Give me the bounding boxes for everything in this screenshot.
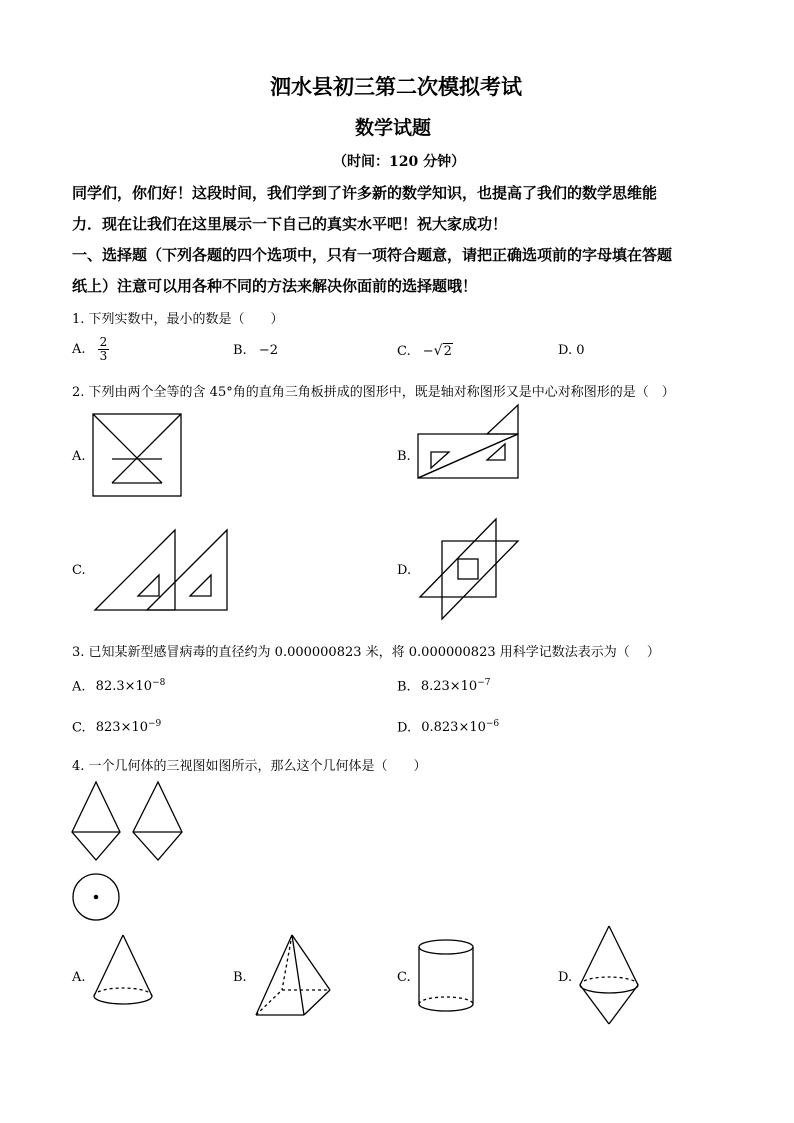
q1-c-sign: − bbox=[422, 344, 434, 359]
intro-line-2: 力．现在让我们在这里展示一下自己的真实水平吧！祝大家成功！ bbox=[72, 215, 508, 233]
q3-option-a bbox=[72, 678, 165, 694]
time-limit: （时间：120 分钟） bbox=[333, 154, 466, 170]
q2-stem: 2. 下列由两个全等的含 45°角的直角三角板拼成的图形中，既是轴对称图形又是中心对称图形的是（ ） bbox=[72, 385, 675, 400]
q4-d-label: D. bbox=[558, 970, 573, 985]
q2-d-label: D. bbox=[397, 563, 412, 578]
q1-c-label: C. bbox=[397, 344, 411, 359]
q3-c-label: C. bbox=[72, 720, 86, 736]
q1-a-fraction bbox=[98, 336, 110, 363]
q3-c-base: 823×10 bbox=[95, 720, 149, 736]
q4-figure-b-pyramid bbox=[254, 933, 334, 1019]
q1-d-value: 0 bbox=[576, 343, 585, 358]
q1-c-radicand: 2 bbox=[443, 344, 452, 359]
q1-option-d bbox=[558, 343, 585, 358]
q3-c-exponent: −9 bbox=[148, 719, 162, 729]
q1-a-denominator: 3 bbox=[99, 349, 108, 363]
q1-a-numerator: 2 bbox=[99, 335, 108, 349]
q2-c-label: C. bbox=[72, 563, 86, 578]
q1-b-label: B. bbox=[233, 343, 247, 358]
q2-b-label: B. bbox=[397, 449, 411, 464]
page-title: 泗水县初三第二次模拟考试 bbox=[270, 74, 522, 99]
sqrt-sign-icon: √ bbox=[433, 343, 443, 359]
q4-three-views bbox=[70, 780, 190, 925]
q1-option-b bbox=[233, 343, 278, 358]
q3-b-exponent: −7 bbox=[477, 678, 491, 688]
q2-figure-d bbox=[418, 517, 522, 623]
q1-a-label: A. bbox=[72, 342, 86, 357]
q4-figure-a-cone bbox=[92, 933, 154, 1013]
q3-b-base: 8.23×10 bbox=[420, 679, 478, 695]
q4-a-label: A. bbox=[72, 970, 86, 985]
q1-b-value: −2 bbox=[258, 343, 278, 358]
q4-b-label: B. bbox=[233, 970, 247, 985]
q1-option-c bbox=[397, 343, 453, 359]
subject-title: 数学试题 bbox=[355, 117, 432, 139]
q3-option-d bbox=[397, 719, 499, 735]
q3-a-label: A. bbox=[72, 679, 86, 695]
section-heading-line-2: 纸上）注意可以用各种不同的方法来解决你面前的选择题哦！ bbox=[72, 277, 478, 295]
q4-figure-d-double-cone bbox=[578, 924, 642, 1028]
q2-a-label: A. bbox=[72, 449, 86, 464]
intro-line-1: 同学们，你们好！这段时间，我们学到了许多新的数学知识，也提高了我们的数学思维能 bbox=[72, 184, 658, 202]
section-heading-line-1: 一、选择题（下列各题的四个选项中，只有一项符合题意，请把正确选项前的字母填在答题 bbox=[72, 246, 673, 264]
q3-d-exponent: −6 bbox=[485, 719, 500, 729]
q3-a-exponent: −8 bbox=[152, 678, 166, 688]
q2-figure-c bbox=[93, 528, 233, 613]
q4-stem: 4. 一个几何体的三视图如图所示，那么这个几何体是（ ） bbox=[72, 759, 427, 774]
q1-d-label: D. bbox=[558, 343, 573, 358]
q4-c-label: C. bbox=[397, 970, 411, 985]
q3-d-label: D. bbox=[397, 720, 412, 736]
q3-stem: 3. 已知某新型感冒病毒的直径约为 0.000000823 米，将 0.000000823 用科学记数法表示为（ ） bbox=[72, 645, 660, 660]
q2-figure-b bbox=[417, 404, 522, 480]
q3-b-label: B. bbox=[397, 679, 411, 695]
q3-a-base: 82.3×10 bbox=[95, 679, 153, 695]
q3-d-base: 0.823×10 bbox=[421, 720, 486, 736]
q1-option-a bbox=[72, 336, 109, 363]
q1-stem: 1. 下列实数中，最小的数是（ ） bbox=[72, 312, 284, 327]
q4-figure-c-cylinder bbox=[417, 938, 477, 1018]
q2-figure-a bbox=[92, 413, 184, 499]
q3-option-c bbox=[72, 719, 161, 735]
q3-option-b bbox=[397, 678, 491, 694]
